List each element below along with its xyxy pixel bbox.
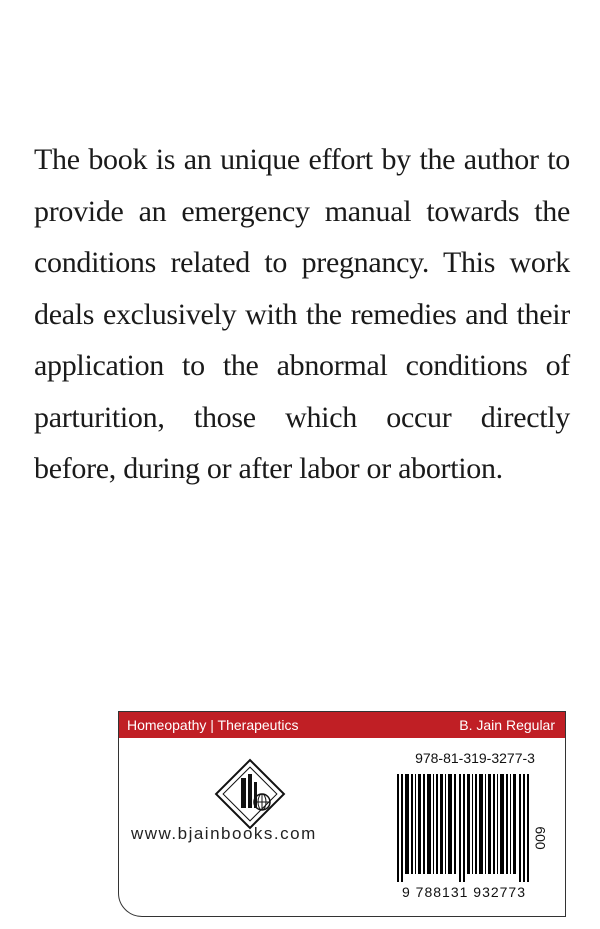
barcode-number: 9 788131 932773	[402, 884, 526, 900]
series-label: B. Jain Regular	[459, 717, 555, 733]
publisher-info-box	[118, 711, 566, 917]
addon-code: 600	[532, 826, 549, 850]
isbn-barcode-icon	[395, 774, 531, 882]
isbn-label: 978-81-319-3277-3	[415, 750, 535, 766]
back-cover-blurb: The book is an unique effort by the author to provide an emergency manual towards the conditions related to pregnancy. This work deals exclusively with the remedies and their application to the abnormal conditions of parturition, those which occur directly before, during or after labor or abortion.	[34, 143, 570, 485]
category-bar	[119, 712, 565, 738]
category-label: Homeopathy | Therapeutics	[127, 717, 299, 733]
bjain-publisher-logo-icon	[207, 754, 293, 834]
publisher-website: www.bjainbooks.com	[131, 824, 317, 843]
